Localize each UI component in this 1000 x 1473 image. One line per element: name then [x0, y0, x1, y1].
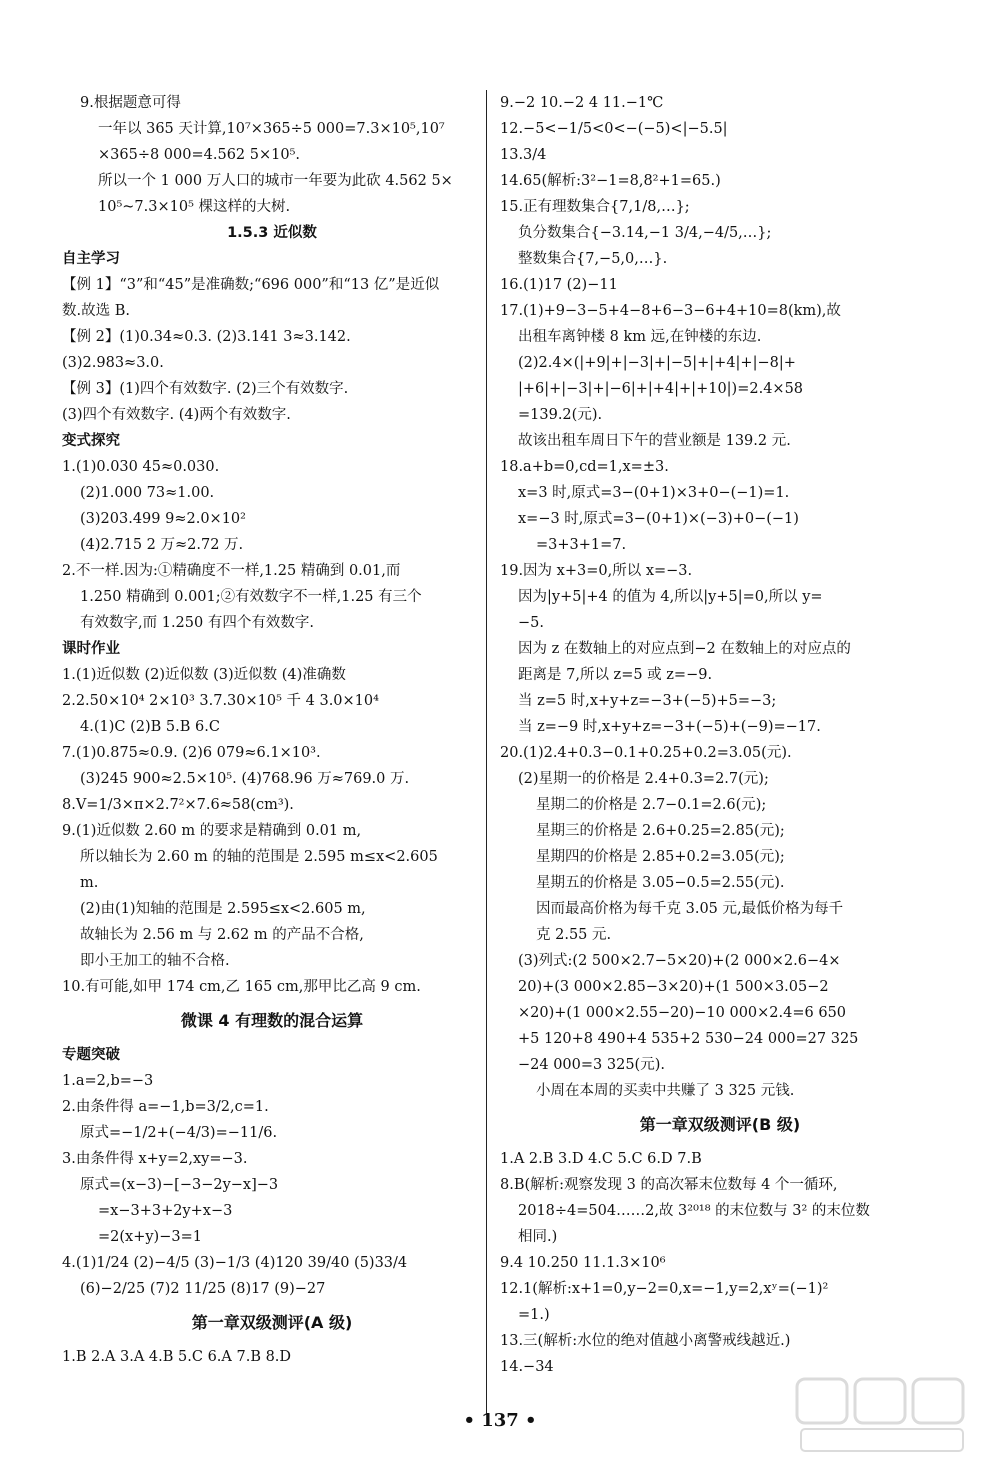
- left-line: 【例 3】(1)四个有效数字. (2)三个有效数字.: [62, 381, 349, 397]
- right-line: 18.a+b=0,cd=1,x=±3.: [500, 459, 669, 475]
- left-line: 所以一个 1 000 万人口的城市一年要为此砍 4.562 5×: [98, 173, 453, 189]
- left-line: 1.(1)近似数 (2)近似数 (3)近似数 (4)准确数: [62, 667, 346, 683]
- right-line: 第一章双级测评(B 级): [639, 1115, 801, 1134]
- left-line: 10.有可能,如甲 174 cm,乙 165 cm,那甲比乙高 9 cm.: [62, 979, 421, 995]
- right-line: 20)+(3 000×2.85−3×20)+(1 500×3.05−2: [518, 979, 829, 995]
- right-line: (3)列式:(2 500×2.7−5×20)+(2 000×2.6−4×: [518, 953, 841, 969]
- right-line: 16.(1)17 (2)−11: [500, 277, 618, 293]
- left-line: 【例 2】(1)0.34≈0.3. (2)3.141 3≈3.142.: [62, 329, 351, 345]
- right-line: 负分数集合{−3.14,−1 3/4,−4/5,…};: [518, 225, 772, 241]
- left-line: 有效数字,而 1.250 有四个有效数字.: [80, 615, 314, 631]
- right-line: =3+3+1=7.: [536, 537, 627, 553]
- left-line: 即小王加工的轴不合格.: [80, 953, 230, 969]
- right-line: 12.−5<−1/5<0<−(−5)<|−5.5|: [500, 121, 728, 137]
- right-column: [500, 90, 940, 1380]
- left-line: 4.(1)C (2)B 5.B 6.C: [80, 719, 220, 735]
- left-line: 一年以 365 天计算,10⁷×365÷5 000=7.3×10⁵,10⁷: [98, 121, 445, 137]
- left-line: 自主学习: [62, 251, 120, 267]
- right-line: 因而最高价格为每千克 3.05 元,最低价格为每千: [536, 901, 844, 917]
- left-line: =x−3+3+2y+x−3: [98, 1203, 233, 1219]
- page-number: • 137 •: [463, 1410, 537, 1431]
- right-line: 13.三(解析:水位的绝对值越小离警戒线越近.): [500, 1333, 791, 1349]
- right-line: 13.3/4: [500, 147, 547, 163]
- right-line: 1.A 2.B 3.D 4.C 5.C 6.D 7.B: [500, 1151, 702, 1167]
- left-line: (3)2.983≈3.0.: [62, 355, 164, 371]
- right-line: |+6|+|−3|+|−6|+|+4|+|+10|)=2.4×58: [518, 381, 804, 397]
- right-line: 17.(1)+9−3−5+4−8+6−3−6+4+10=8(km),故: [500, 303, 841, 319]
- left-line: 7.(1)0.875≈0.9. (2)6 079≈6.1×10³.: [62, 745, 321, 761]
- left-line: 微课 4 有理数的混合运算: [180, 1011, 364, 1030]
- right-line: +5 120+8 490+4 535+2 530−24 000=27 325: [518, 1031, 859, 1047]
- right-line: =1.): [518, 1307, 550, 1323]
- left-line: (4)2.715 2 万≈2.72 万.: [80, 537, 244, 553]
- right-line: 当 z=−9 时,x+y+z=−3+(−5)+(−9)=−17.: [518, 719, 821, 735]
- left-line: 1.B 2.A 3.A 4.B 5.C 6.A 7.B 8.D: [62, 1349, 292, 1365]
- left-line: 9.(1)近似数 2.60 m 的要求是精确到 0.01 m,: [62, 823, 362, 839]
- right-line: 故该出租车周日下午的营业额是 139.2 元.: [518, 433, 791, 449]
- right-line: −24 000=3 325(元).: [518, 1057, 665, 1073]
- right-line: 小周在本周的买卖中共赚了 3 325 元钱.: [536, 1083, 795, 1099]
- left-line: 2.不一样.因为:①精确度不一样,1.25 精确到 0.01,而: [62, 563, 401, 579]
- right-line: 星期四的价格是 2.85+0.2=3.05(元);: [536, 849, 785, 865]
- left-line: 专题突破: [62, 1047, 120, 1063]
- left-line: (3)245 900≈2.5×10⁵. (4)768.96 万≈769.0 万.: [80, 771, 410, 787]
- watermark-logo: [795, 1377, 970, 1455]
- right-line: 14.65(解析:3²−1=8,8²+1=65.): [500, 173, 721, 189]
- left-line: 数.故选 B.: [62, 303, 130, 319]
- right-line: 距离是 7,所以 z=5 或 z=−9.: [518, 667, 713, 683]
- left-line: 10⁵~7.3×10⁵ 棵这样的大树.: [98, 199, 291, 215]
- right-line: (2)2.4×(|+9|+|−3|+|−5|+|+4|+|−8|+: [518, 355, 796, 371]
- left-line: 2.2.50×10⁴ 2×10³ 3.7.30×10⁵ 千 4 3.0×10⁴: [62, 693, 379, 709]
- left-line: 原式=−1/2+(−4/3)=−11/6.: [80, 1125, 278, 1141]
- right-line: (2)星期一的价格是 2.4+0.3=2.7(元);: [518, 771, 769, 787]
- right-line: 12.1(解析:x+1=0,y−2=0,x=−1,y=2,xʸ=(−1)²: [500, 1281, 829, 1297]
- right-line: 20.(1)2.4+0.3−0.1+0.25+0.2=3.05(元).: [500, 745, 792, 761]
- right-line: 星期三的价格是 2.6+0.25=2.85(元);: [536, 823, 785, 839]
- left-line: 第一章双级测评(A 级): [191, 1313, 353, 1332]
- right-line: 2018÷4=504……2,故 3²⁰¹⁸ 的末位数与 3² 的末位数: [518, 1203, 870, 1219]
- left-line: 原式=(x−3)−[−3−2y−x]−3: [80, 1177, 279, 1193]
- right-line: 相同.): [518, 1229, 558, 1245]
- left-line: (3)四个有效数字. (4)两个有效数字.: [62, 407, 291, 423]
- left-line: m.: [80, 875, 99, 891]
- right-line: 15.正有理数集合{7,1/8,…};: [500, 199, 690, 215]
- right-line: 因为|y+5|+4 的值为 4,所以|y+5|=0,所以 y=: [518, 589, 823, 605]
- left-line: =2(x+y)−3=1: [98, 1229, 202, 1245]
- right-line: 9.−2 10.−2 4 11.−1℃: [500, 95, 664, 111]
- left-line: 【例 1】“3”和“45”是准确数;“696 000”和“13 亿”是近似: [62, 277, 440, 293]
- right-line: 因为 z 在数轴上的对应点到−2 在数轴上的对应点的: [518, 641, 851, 657]
- right-line: 8.B(解析:观察发现 3 的高次幂末位数每 4 个一循环,: [500, 1177, 838, 1193]
- right-line: x=3 时,原式=3−(0+1)×3+0−(−1)=1.: [518, 485, 790, 501]
- left-line: 3.由条件得 x+y=2,xy=−3.: [62, 1151, 248, 1167]
- right-line: 出租车离钟楼 8 km 远,在钟楼的东边.: [518, 329, 762, 345]
- right-line: 9.4 10.250 11.1.3×10⁶: [500, 1255, 666, 1271]
- right-line: 克 2.55 元.: [536, 927, 612, 943]
- left-line: 9.根据题意可得: [80, 95, 181, 111]
- left-line: 变式探究: [62, 433, 120, 449]
- left-line: (3)203.499 9≈2.0×10²: [80, 511, 246, 527]
- left-column: [62, 90, 482, 1370]
- left-line: (2)1.000 73≈1.00.: [80, 485, 215, 501]
- right-line: 19.因为 x+3=0,所以 x=−3.: [500, 563, 693, 579]
- left-line: 所以轴长为 2.60 m 的轴的范围是 2.595 m≤x<2.605: [80, 849, 438, 865]
- left-line: (2)由(1)知轴的范围是 2.595≤x<2.605 m,: [80, 901, 366, 917]
- right-line: 整数集合{7,−5,0,…}.: [518, 251, 668, 267]
- right-line: 当 z=5 时,x+y+z=−3+(−5)+5=−3;: [518, 693, 777, 709]
- right-line: 星期五的价格是 3.05−0.5=2.55(元).: [536, 875, 785, 891]
- right-line: 星期二的价格是 2.7−0.1=2.6(元);: [536, 797, 767, 813]
- left-line: ×365÷8 000=4.562 5×10⁵.: [98, 147, 301, 163]
- left-line: 2.由条件得 a=−1,b=3/2,c=1.: [62, 1099, 269, 1115]
- left-line: 8.V=1/3×π×2.7²×7.6≈58(cm³).: [62, 797, 294, 813]
- left-line: 4.(1)1/24 (2)−4/5 (3)−1/3 (4)120 39/40 (5)33/4: [62, 1255, 408, 1271]
- right-line: 14.−34: [500, 1359, 554, 1375]
- column-divider: [486, 90, 487, 1415]
- right-line: ×20)+(1 000×2.55−20)−10 000×2.4=6 650: [518, 1005, 847, 1021]
- right-line: −5.: [518, 615, 544, 631]
- left-line: 1.a=2,b=−3: [62, 1073, 154, 1089]
- left-line: (6)−2/25 (7)2 11/25 (8)17 (9)−27: [80, 1281, 326, 1297]
- left-line: 课时作业: [62, 641, 120, 657]
- left-line: 1.250 精确到 0.001;②有效数字不一样,1.25 有三个: [80, 589, 422, 605]
- right-line: x=−3 时,原式=3−(0+1)×(−3)+0−(−1): [518, 511, 799, 527]
- left-line: 1.5.3 近似数: [227, 225, 317, 241]
- left-line: 故轴长为 2.56 m 与 2.62 m 的产品不合格,: [80, 927, 364, 943]
- left-line: 1.(1)0.030 45≈0.030.: [62, 459, 220, 475]
- right-line: =139.2(元).: [518, 407, 603, 423]
